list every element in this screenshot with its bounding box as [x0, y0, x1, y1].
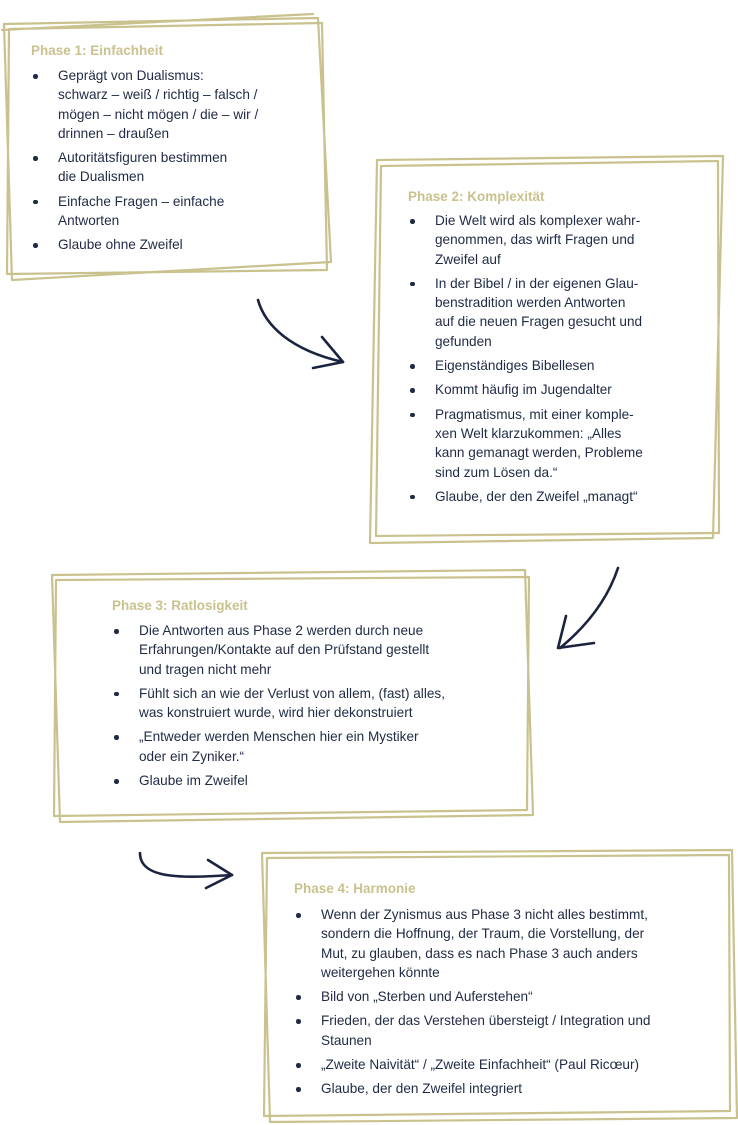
list-item: Die Welt wird als komplexer wahr- genommen, das wirft Fragen und Zweifel auf — [407, 211, 707, 269]
phase-1-title: Phase 1: Einfachheit — [31, 43, 164, 58]
list-item: Autoritätsfiguren bestimmen die Dualismen — [30, 148, 320, 187]
list-item: Die Antworten aus Phase 2 werden durch neue Erfahrungen/Kontakte auf den Prüfstand gestellt und tragen nicht mehr — [111, 621, 511, 679]
list-item: Frieden, der das Verstehen übersteigt / Integration und Staunen — [293, 1011, 723, 1050]
list-item: Bild von „Sterben und Auferstehen“ — [293, 987, 723, 1006]
phase-4-title: Phase 4: Harmonie — [294, 881, 416, 896]
list-item: Eigenständiges Bibellesen — [407, 356, 707, 375]
phase-4-list — [293, 905, 723, 1104]
list-item: Glaube ohne Zweifel — [30, 235, 320, 254]
list-item: Geprägt von Dualismus: schwarz – weiß / richtig – falsch / mögen – nicht mögen / die – wir / drinnen – draußen — [30, 66, 320, 143]
list-item: „Zweite Naivität“ / „Zweite Einfachheit“ (Paul Ricœur) — [293, 1055, 723, 1074]
phase-2-list — [407, 211, 707, 511]
list-item: Wenn der Zynismus aus Phase 3 nicht alles bestimmt, sondern die Hoffnung, der Traum, die Vorstellung, der Mut, zu glauben, dass es nach Phase 3 auch anders weitergehen könnte — [293, 905, 723, 982]
list-item: Kommt häufig im Jugendalter — [407, 380, 707, 399]
phase-3-title: Phase 3: Ratlosigkeit — [112, 598, 248, 613]
list-item: Fühlt sich an wie der Verlust von allem, (fast) alles, was konstruiert wurde, wird hier dekonstruiert — [111, 684, 511, 723]
phase-1-list — [30, 66, 320, 260]
phase-2-title: Phase 2: Komplexität — [408, 189, 545, 204]
list-item: Glaube, der den Zweifel integriert — [293, 1079, 723, 1098]
list-item: In der Bibel / in der eigenen Glau- benstradition werden Antworten auf die neuen Fragen gesucht und gefunden — [407, 274, 707, 351]
list-item: Glaube im Zweifel — [111, 771, 511, 790]
list-item: Pragmatismus, mit einer komple- xen Welt klarzukommen: „Alles kann gemanagt werden, Probleme sind zum Lösen da.“ — [407, 405, 707, 482]
list-item: „Entweder werden Menschen hier ein Mystiker oder ein Zyniker.“ — [111, 727, 511, 766]
phase-3-list — [111, 621, 511, 795]
arrow-phase-1-to-2 — [258, 300, 343, 368]
list-item: Einfache Fragen – einfache Antworten — [30, 192, 320, 231]
list-item: Glaube, der den Zweifel „managt“ — [407, 487, 707, 506]
arrow-phase-2-to-3 — [558, 568, 618, 648]
arrow-phase-3-to-4 — [140, 853, 232, 888]
